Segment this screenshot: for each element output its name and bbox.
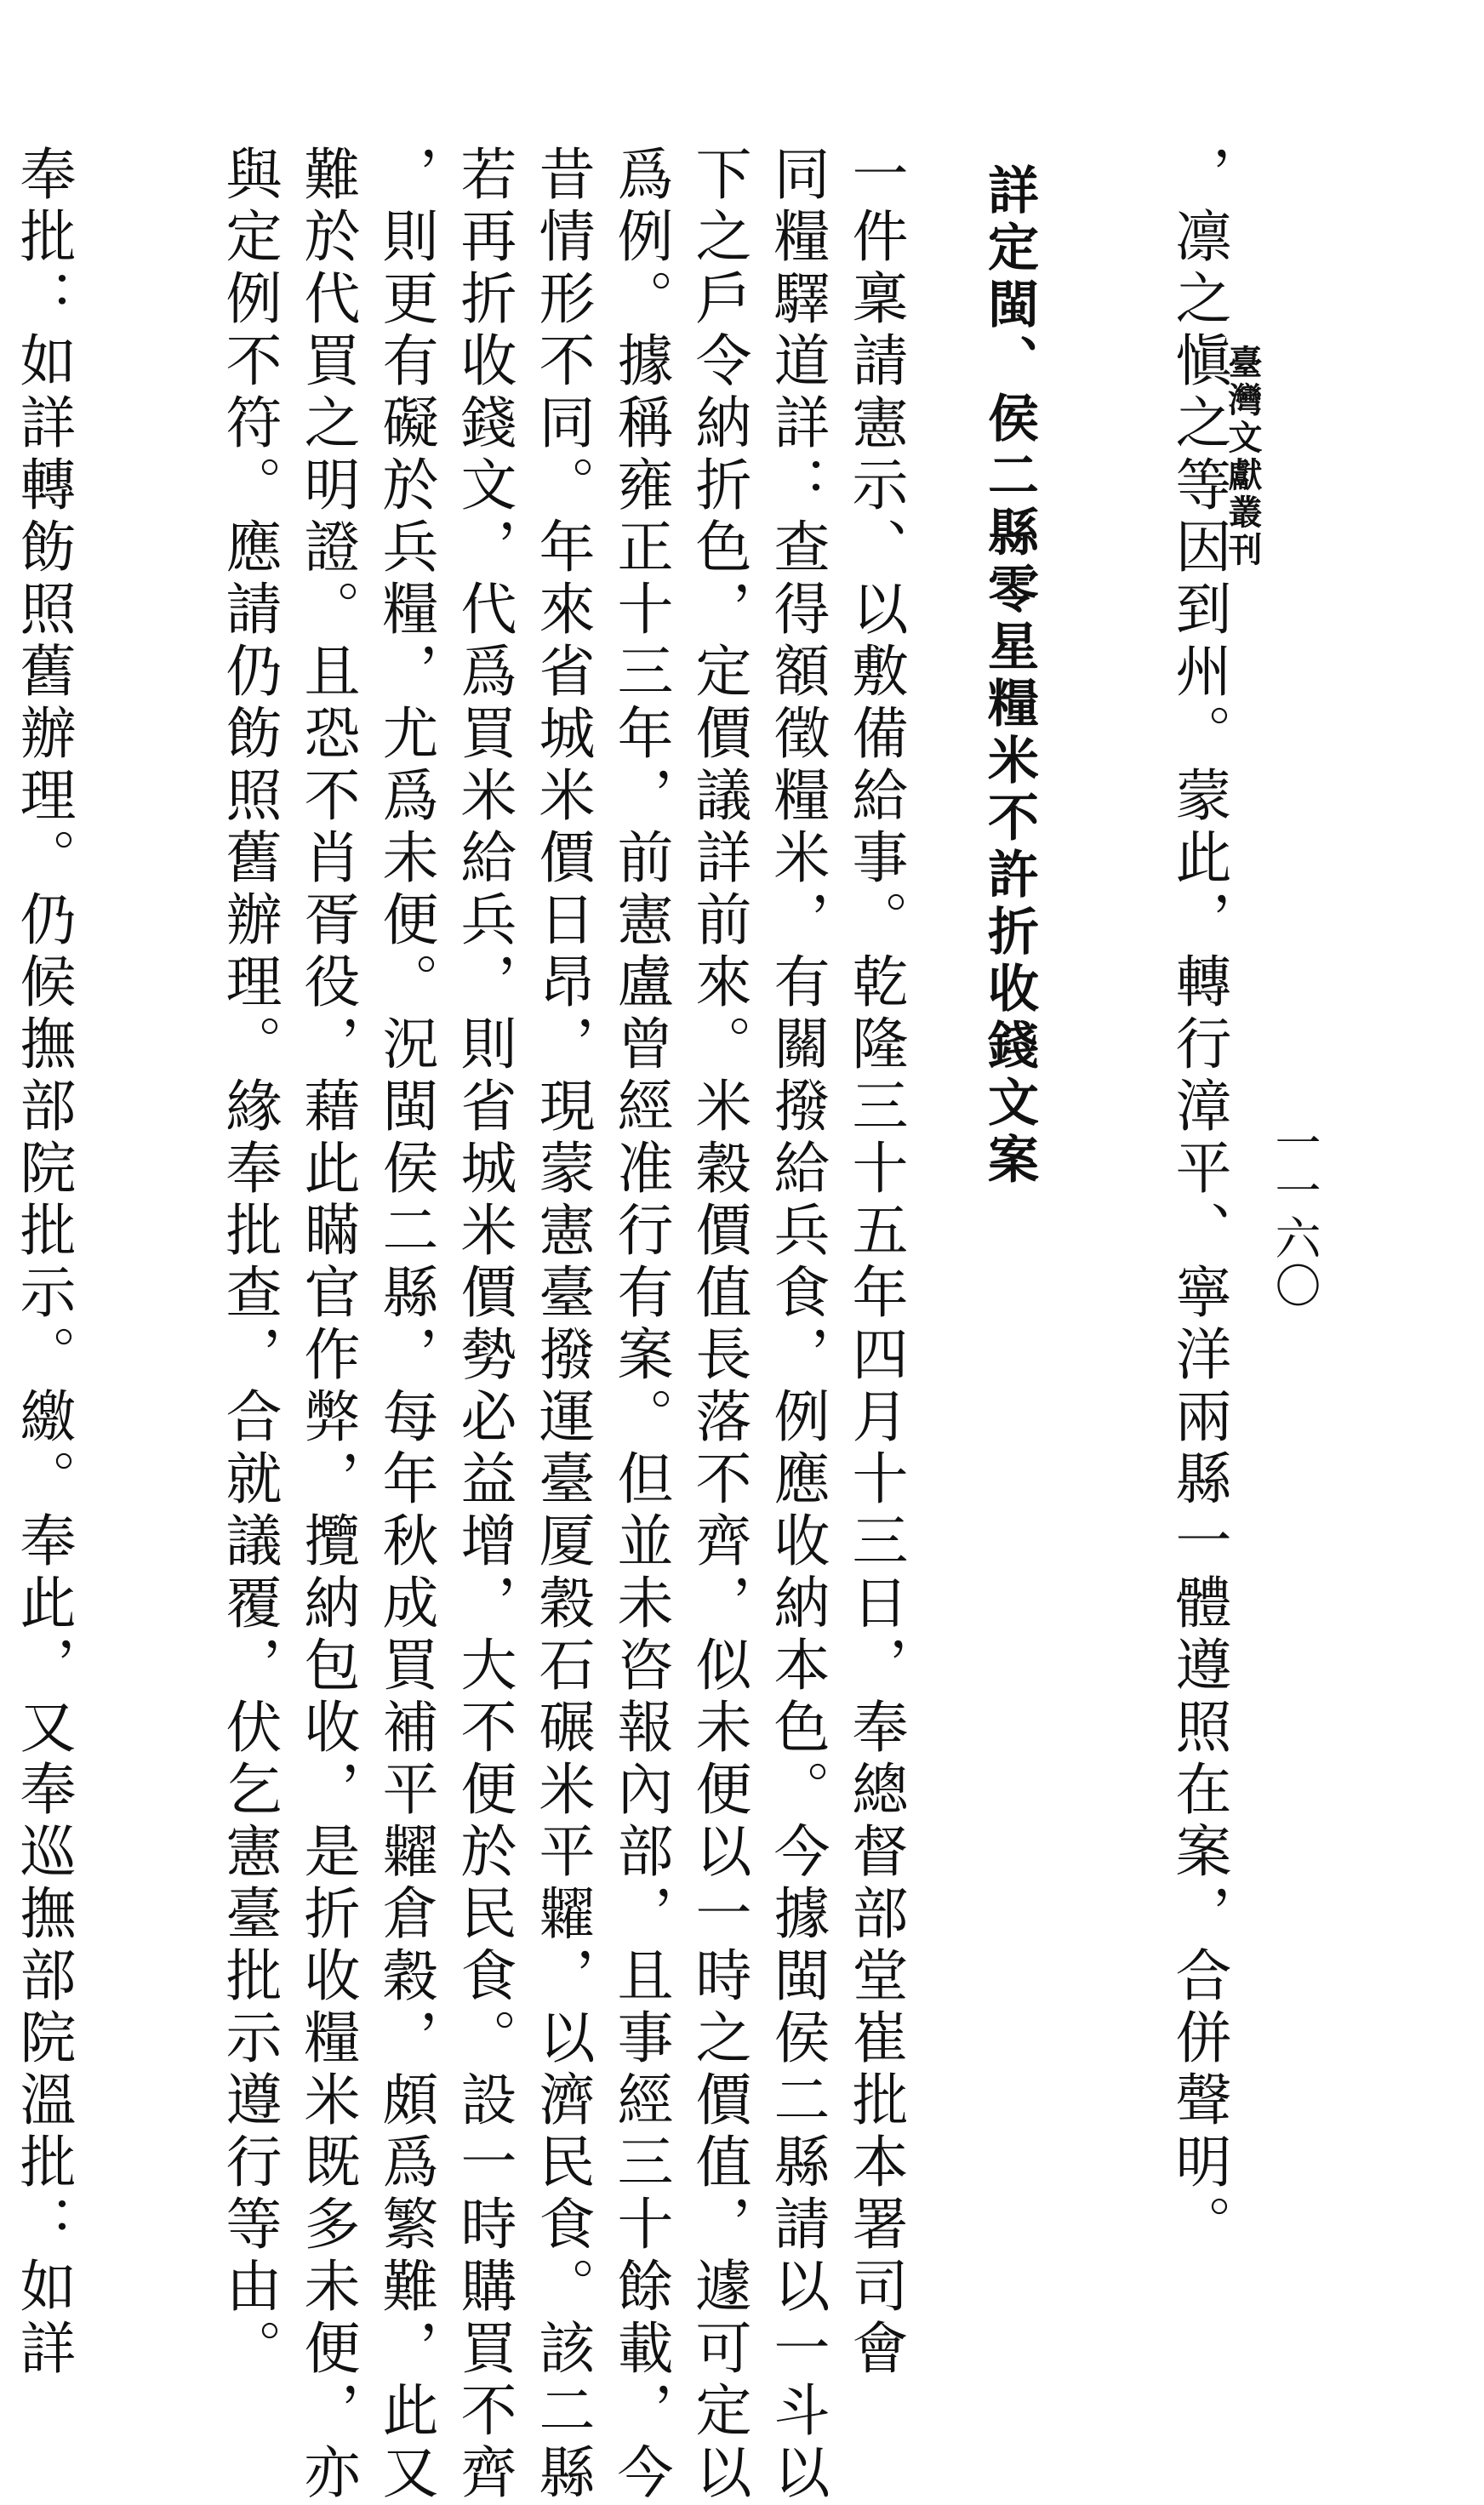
page-number: 一一六〇 (1268, 1119, 1321, 1310)
text-column: 奉批：如詳轉飭照舊辦理。仍候撫部院批示。繳。奉此，又奉巡撫部院溫批：如詳 (10, 145, 76, 2381)
section-title: 詳定閩、侯二縣零星糧米不許折收錢文案 (979, 163, 1039, 1190)
text-column: 難於代買之明證。且恐不肖胥役，藉此瞞官作弊，攬納包收，是折收糧米既多未便，亦 (294, 145, 360, 2505)
text-column: ，凛之愼之等因到州。蒙此，轉行漳平、寧洋兩縣一體遵照在案，合併聲明。 (1166, 145, 1231, 2257)
text-column: 同糧驛道詳：查得額徵糧米，有關撥給兵食，例應收納本色。今據閩侯二縣請以一斗以 (764, 145, 830, 2505)
text-column (0, 145, 3, 1889)
text-column: 爲例。據稱雍正十三年，前憲盧曾經准行有案。但並未咨報內部，且事經三十餘載，今 (608, 145, 673, 2505)
text-column: 下之戶令納折色，定價議詳前來。米穀價值長落不齊，似未便以一時之價值，遽可定以 (686, 145, 751, 2505)
text-column: 若再折收錢文，代爲買米給兵，則省城米價勢必益增，大不便於民食。設一時購買不齊 (451, 145, 517, 2505)
text-column: 昔情形不同。年來省城米價日昂，現蒙憲臺撥運臺厦穀石碾米平糶，以濟民食。該二縣 (529, 145, 595, 2505)
series-title: 臺灣文獻叢刊 (1223, 345, 1263, 569)
text-column: ，則更有礙於兵糧，尤爲未便。況閩侯二縣，每年秋成買補平糶倉穀，頗爲繁難，此又 (373, 145, 438, 2505)
text-column: 與定例不符。應請仍飭照舊辦理。緣奉批查，合就議覆，伏乞憲臺批示遵行等由。 (216, 145, 282, 2381)
text-column: 一件稟請憲示、以敷備給事。乾隆三十五年四月十三日，奉總督部堂崔批本署司會 (842, 145, 908, 2381)
body-text (0, 145, 1237, 2505)
